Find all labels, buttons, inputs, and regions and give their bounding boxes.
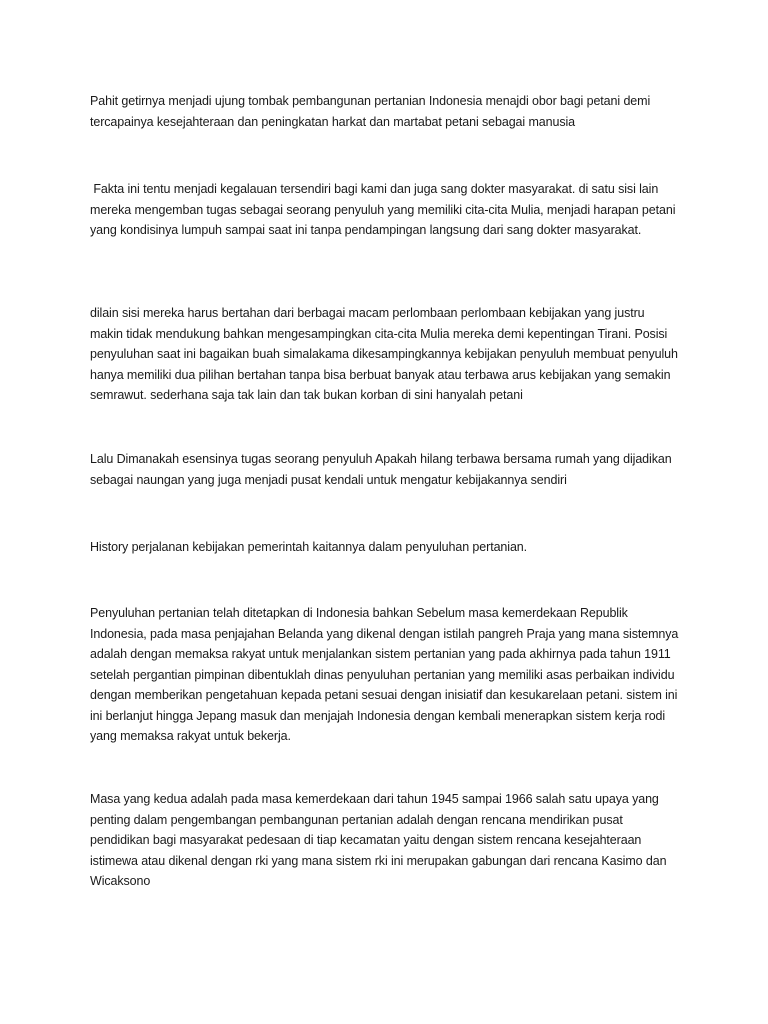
paragraph: Masa yang kedua adalah pada masa kemerdekaan dari tahun 1945 sampai 1966 salah satu upaya yang penting dalam pengembangan pembangunan pertanian adalah dengan rencana mendirikan pusat pendidikan bagi masyarakat pedesaan di tiap kecamatan yaitu dengan sistem rencana kesejahteraan istimewa atau dikenal dengan rki yang mana sistem rki ini merupakan gabungan dari rencana Kasimo dan Wicaksono — [90, 792, 667, 888]
paragraph: Fakta ini tentu menjadi kegalauan tersendiri bagi kami dan juga sang dokter masyarakat. di satu sisi lain mereka mengemban tugas sebagai seorang penyuluh yang memiliki cita-cita Mulia, menjadi harapan petani yang kondisinya lumpuh sampai saat ini tanpa pendampingan langsung dari sang dokter masyarakat. — [90, 182, 679, 237]
paragraph: Lalu Dimanakah esensinya tugas seorang penyuluh Apakah hilang terbawa bersama rumah yang dijadikan sebagai naungan yang juga menjadi pusat kendali untuk mengatur kebijakannya sendiri — [90, 452, 672, 487]
section-heading: History perjalanan kebijakan pemerintah kaitannya dalam penyuluhan pertanian. — [90, 540, 528, 554]
paragraph: dilain sisi mereka harus bertahan dari berbagai macam perlombaan perlombaan kebijakan yang justru makin tidak mendukung bahkan mengesampingkan cita-cita Mulia mereka demi kepentingan Tirani. Posisi penyuluhan saat ini bagaikan buah simalakama dikesampingkannya kebijakan penyuluh membuat penyuluh hanya memiliki dua pilihan bertahan tanpa bisa berbuat banyak atau terbawa arus kebijakan yang semakin semrawut. sederhana saja tak lain dan tak bukan korban di sini hanyalah petani — [90, 306, 678, 402]
paragraph: Penyuluhan pertanian telah ditetapkan di Indonesia bahkan Sebelum masa kemerdekaan Republik Indonesia, pada masa penjajahan Belanda yang dikenal dengan istilah pangreh Praja yang mana sistemnya adalah dengan memaksa rakyat untuk menjalankan sistem pertanian yang pada akhirnya pada tahun 1911 setelah pergantian pimpinan dibentuklah dinas penyuluhan pertanian yang memiliki asas perbaikan individu dengan memberikan pengetahuan kepada petani sesuai dengan inisiatif dan kesukarelaan petani. sistem ini ini berlanjut hingga Jepang masuk dan menjajah Indonesia dengan kembali menerapkan sistem kerja rodi yang memaksa rakyat untuk bekerja. — [90, 606, 679, 743]
paragraph: Pahit getirnya menjadi ujung tombak pembangunan pertanian Indonesia menajdi obor bagi petani demi tercapainya kesejahteraan dan peningkatan harkat dan martabat petani sebagai manusia — [90, 94, 651, 129]
